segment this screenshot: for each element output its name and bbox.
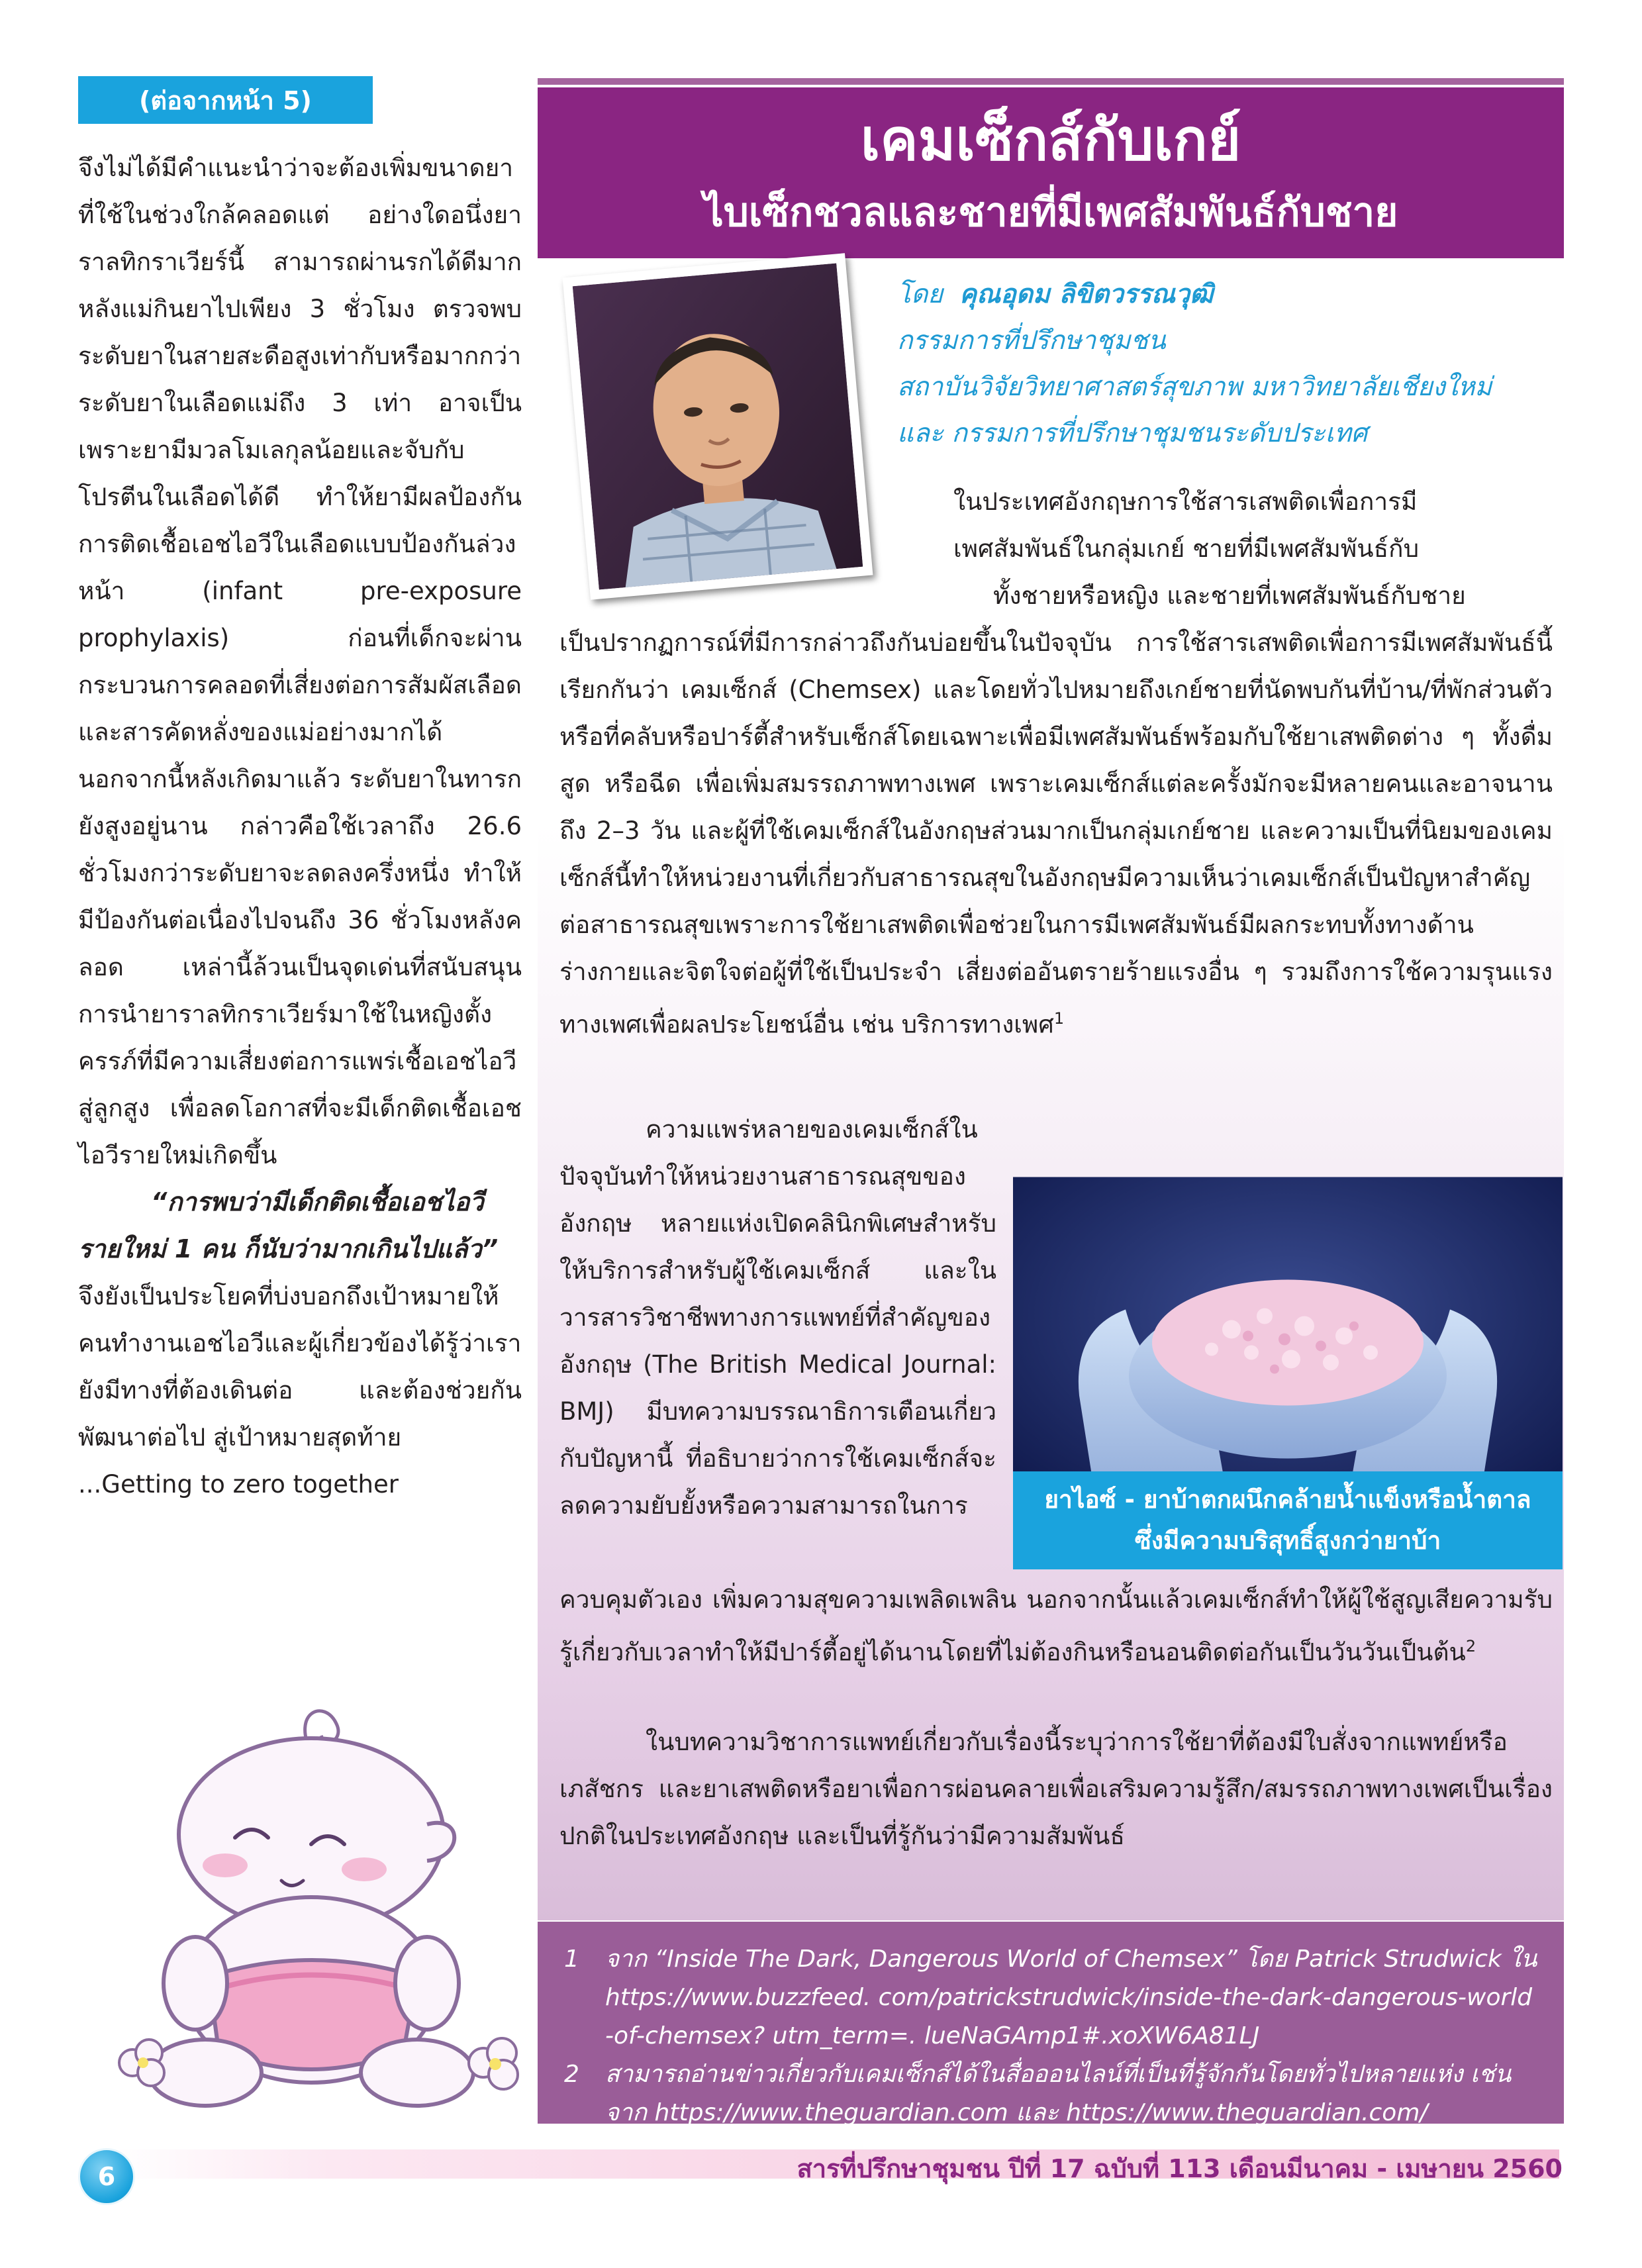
caption-line-1: ยาไอซ์ - ยาบ้าตกผนึกคล้ายน้ำแข็งหรือน้ำตาล: [1044, 1485, 1531, 1514]
author-role-1: กรรมการที่ปรึกษาชุมชน: [897, 326, 1166, 356]
left-column: [78, 144, 522, 1508]
footnote-2-number: 2: [564, 2061, 579, 2088]
article-header: [538, 87, 1564, 258]
p1-line-3: ทั้งชายหรือหญิง และชายที่เพศสัมพันธ์กับชาย: [993, 581, 1466, 610]
footnote-1-number: 1: [564, 1946, 579, 1973]
paragraph-3: ในบทความวิชาการแพทย์เกี่ยวกับเรื่องนี้ระบุว่าการใช้ยาที่ต้องมีใบสั่งจากแพทย์หรือเภสัชกร และยาเสพติดหรือยาเพื่อการผ่อนคลายเพื่อเสริมความรู้สึก/สมรรถภาพทางเพศเป็นเรื่องปกติในประเทศอังกฤษ และเป็นที่รู้กันว่ามีความสัมพันธ์: [559, 1728, 1553, 1850]
publication-info: สารที่ปรึกษาชุมชน ปีที่ 17 ฉบับที่ 113 เดือนมีนาคม - เมษายน 2560: [797, 2154, 1563, 2183]
baby-illustration: [93, 1692, 550, 2116]
quote-line-1: “การพบว่ามีเด็กติดเชื้อเอชไอวี: [151, 1187, 484, 1216]
author-role-2: สถาบันวิจัยวิทยาศาสตร์สุขภาพ มหาวิทยาลัยเชียงใหม่: [897, 372, 1492, 402]
left-paragraph-2: จึงยังเป็นประโยคที่บ่งบอกถึงเป้าหมายให้คนทำงานเอชไอวีและผู้เกี่ยวข้องได้รู้ว่าเรายังมีทางที่ต้องเดินต่อ และต้องช่วยกันพัฒนาต่อไป สู่เป้าหมายสุดท้าย: [78, 1282, 522, 1452]
author-byline: [897, 271, 1559, 318]
author-name: คุณอุดม ลิขิตวรรณวุฒิ: [959, 279, 1214, 309]
header-top-rule: [538, 78, 1564, 85]
page-number-badge: 6: [78, 2148, 135, 2205]
author-info: [897, 271, 1559, 457]
footnote-ref-1: 1: [1053, 1009, 1065, 1028]
paragraph-2-narrow: ความแพร่หลายของเคมเซ็กส์ในปัจจุบันทำให้หน่วยงานสาธารณสุขของอังกฤษ หลายแห่งเปิดคลินิกพิเศษสำหรับให้บริการสำหรับผู้ใช้เคมเซ็กส์ และในวารสารวิชาชีพทางการแพทย์ที่สำคัญของอังกฤษ (The British Medical Journal: BMJ) มีบทความบรรณาธิการเตือนเกี่ยวกับปัญหานี้ ที่อธิบายว่าการใช้เคมเซ็กส์จะลดความยับยั้งหรือความสามารถในการ: [559, 1115, 996, 1520]
p2-wide-text: ควบคุมตัวเอง เพิ่มความสุขความเพลิดเพลิน นอกจากนั้นแล้วเคมเซ็กส์ทำให้ผู้ใช้สูญเสียความรับรู้เกี่ยวกับเวลาทำให้มีปาร์ตี้อยู่ได้นานโดยที่ไม่ต้องกินหรือนอนติดต่อกันเป็นวันวันเป็นต้น: [559, 1585, 1553, 1667]
footnote-2-text: สามารถอ่านข่าวเกี่ยวกับเคมเซ็กส์ได้ในสื่อออนไลน์ที่เป็นที่รู้จักกันโดยทั่วไปหลายแห่ง เช่น จาก https://www.theguardian.com และ https://www.theguardian.com/: [605, 2061, 1512, 2126]
article-subtitle: ไบเซ็กชวลและชายที่มีเพศสัมพันธ์กับชาย: [703, 189, 1398, 236]
image-caption: [1013, 1471, 1563, 1569]
paragraph-1-intro: [953, 478, 1549, 619]
p1-line-2: เพศสัมพันธ์ในกลุ่มเกย์ ชายที่มีเพศสัมพันธ์กับ: [953, 534, 1420, 563]
paragraph-1-body: [559, 619, 1553, 1048]
footnotes-box: [538, 1922, 1564, 2124]
caption-line-2: ซึ่งมีความบริสุทธิ์สูงกว่ายาบ้า: [1134, 1526, 1441, 1555]
footnote-ref-2: 2: [1465, 1637, 1476, 1655]
continued-from-page-badge: (ต่อจากหน้า 5): [78, 76, 373, 124]
paragraph-2-wide: [559, 1576, 1553, 1675]
footnote-1-text: จาก “Inside The Dark, Dangerous World of Chemsex” โดย Patrick Strudwick ใน https://www.buzzfeed. com/patrickstrudwick/inside-the-dark-dangerous-world -of-chemsex? utm_term=. lueNaGAmp1#.xoXW6A81LJ: [605, 1946, 1537, 2049]
left-paragraph-3: ...Getting to zero together: [78, 1470, 399, 1499]
author-portrait-image: [573, 263, 863, 589]
author-photo: [563, 253, 873, 599]
author-prefix: โดย: [897, 279, 943, 309]
article-title: เคมเซ็กส์กับเกย์: [860, 107, 1241, 173]
author-role-3: และ กรรมการที่ปรึกษาชุมชนระดับประเทศ: [897, 419, 1368, 448]
p1-body-text: เป็นปรากฏการณ์ที่มีการกล่าวถึงกันบ่อยขึ้นในปัจจุบัน การใช้สารเสพติดเพื่อการมีเพศสัมพันธ์นี้เรียกกันว่า เคมเซ็กส์ (Chemsex) และโดยทั่วไปหมายถึงเกย์ชายที่นัดพบกันที่บ้าน/ที่พักส่วนตัว หรือที่คลับหรือปาร์ตี้สำหรับเซ็กส์โดยเฉพาะเพื่อมีเพศสัมพันธ์พร้อมกับใช้ยาเสพติดต่าง ๆ ทั้งดื่ม สูด หรือฉีด เพื่อเพิ่มสมรรถภาพทางเพศ เพราะเคมเซ็กส์แต่ละครั้งมักจะมีหลายคนและอาจนานถึง 2–3 วัน และผู้ที่ใช้เคมเซ็กส์ในอังกฤษส่วนมากเป็นกลุ่มเกย์ชาย และความเป็นที่นิยมของเคมเซ็กส์นี้ทำให้หน่วยงานที่เกี่ยวกับสาธารณสุขในอังกฤษมีความเห็นว่าเคมเซ็กส์เป็นปัญหาสำคัญต่อสาธารณสุขเพราะการใช้ยาเสพติดเพื่อช่วยในการมีเพศสัมพันธ์มีผลกระทบทั้งทางด้านร่างกายและจิตใจต่อผู้ที่ใช้เป็นประจำ เสี่ยงต่ออันตรายร้ายแรงอื่น ๆ รวมถึงการใช้ความรุนแรงทางเพศเพื่อผลประโยชน์อื่น เช่น บริการทางเพศ: [559, 628, 1553, 1039]
quote-line-2: รายใหม่ 1 คน ก็นับว่ามากเกินไปแล้ว”: [78, 1234, 499, 1263]
p1-line-1: ในประเทศอังกฤษการใช้สารเสพติดเพื่อการมี: [953, 487, 1418, 516]
left-paragraph-1: จึงไม่ได้มีคำแนะนำว่าจะต้องเพิ่มขนาดยาที่ใช้ในช่วงใกล้คลอดแต่ อย่างใดอนึ่งยาราลทิกราเวียร์นี้ สามารถผ่านรกได้ดีมาก หลังแม่กินยาไปเพียง 3 ชั่วโมง ตรวจพบระดับยาในสายสะดือสูงเท่ากับหรือมากกว่าระดับยาในเลือดแม่ถึง 3 เท่า อาจเป็นเพราะยามีมวลโมเลกุลน้อยและจับกับโปรตีนในเลือดได้ดี ทำให้ยามีผลป้องกันการติดเชื้อเอชไอวีในเลือดแบบป้องกันล่วงหน้า (infant pre-exposure prophylaxis) ก่อนที่เด็กจะผ่านกระบวนการคลอดที่เสี่ยงต่อการสัมผัสเลือดและสารคัดหลั่งของแม่อย่างมากได้ นอกจากนี้หลังเกิดมาแล้ว ระดับยาในทารกยังสูงอยู่นาน กล่าวคือใช้เวลาถึง 26.6 ชั่วโมงกว่าระดับยาจะลดลงครึ่งหนึ่ง ทำให้มีป้องกันต่อเนื่องไปจนถึง 36 ชั่วโมงหลังคลอด เหล่านี้ล้วนเป็นจุดเด่นที่สนับสนุนการนำยาราลทิกราเวียร์มาใช้ในหญิงตั้งครรภ์ที่มีความเสี่ยงต่อการแพร่เชื้อเอชไอวีสู่ลูกสูง เพื่อลดโอกาสที่จะมีเด็กติดเชื้อเอชไอวีรายใหม่เกิดขึ้น: [78, 154, 522, 1169]
